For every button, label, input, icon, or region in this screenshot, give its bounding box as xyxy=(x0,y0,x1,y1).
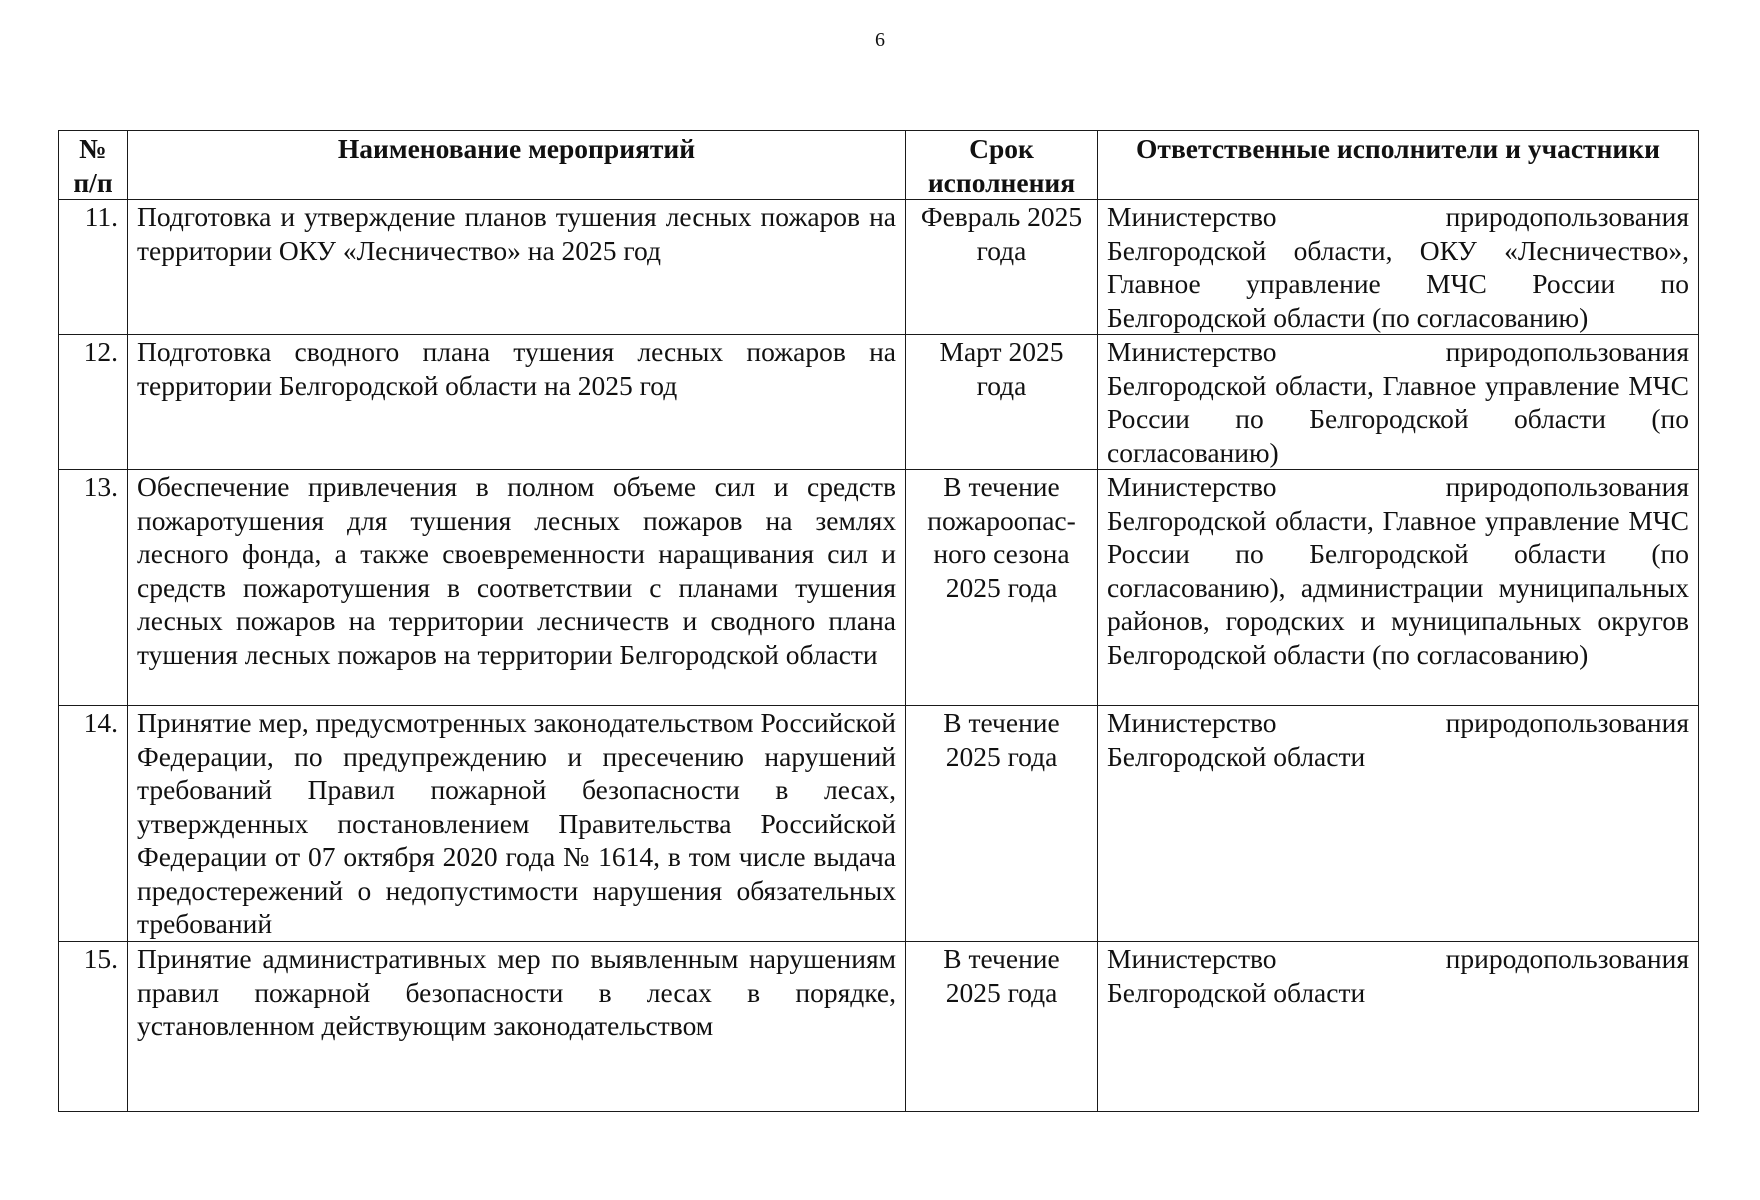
measure-name: Принятие мер, предусмотренных законодательством Российской Федерации, по предупреждению и пресечению нарушений требований Правил пожарной безопасности в лесах, утвержденных постановлением Правительства Российской Федерации от 07 октября 2020 года № 1614, в том числе выдача предостережений о недопустимости нарушения обязательных требований xyxy=(128,706,906,942)
row-number: 14. xyxy=(59,706,128,942)
deadline: Февраль 2025 года xyxy=(906,200,1098,335)
responsible: Министерство природопользования Белгородской области xyxy=(1098,706,1699,942)
deadline: В течение пожароопас-ного сезона 2025 года xyxy=(906,470,1098,706)
measures-table xyxy=(58,130,1699,1112)
measure-name: Подготовка сводного плана тушения лесных пожаров на территории Белгородской области на 2025 год xyxy=(128,335,906,470)
responsible: Министерство природопользования Белгородской области xyxy=(1098,942,1699,1112)
row-number: 12. xyxy=(59,335,128,470)
table-row xyxy=(59,942,1699,1112)
responsible: Министерство природопользования Белгородской области, Главное управление МЧС России по Белгородской области (по согласованию), администрации муниципальных районов, городских и муниципальных округов Белгородской области (по согласованию) xyxy=(1098,470,1699,706)
row-number: 15. xyxy=(59,942,128,1112)
row-number: 11. xyxy=(59,200,128,335)
responsible: Министерство природопользования Белгородской области, ОКУ «Лесничество», Главное управление МЧС России по Белгородской области (по согласованию) xyxy=(1098,200,1699,335)
page-number: 6 xyxy=(875,29,885,51)
measure-name: Обеспечение привлечения в полном объеме сил и средств пожаротушения для тушения лесных пожаров на землях лесного фонда, а также своевременности наращивания сил и средств пожаротушения в соответствии с планами тушения лесных пожаров на территории лесничеств и сводного плана тушения лесных пожаров на территории Белгородской области xyxy=(128,470,906,706)
measure-name: Подготовка и утверждение планов тушения лесных пожаров на территории ОКУ «Лесничество» на 2025 год xyxy=(128,200,906,335)
row-number: 13. xyxy=(59,470,128,706)
header-deadline: Срок исполнения xyxy=(906,131,1098,200)
header-responsible: Ответственные исполнители и участники xyxy=(1098,131,1699,200)
responsible: Министерство природопользования Белгородской области, Главное управление МЧС России по Белгородской области (по согласованию) xyxy=(1098,335,1699,470)
table-header-row xyxy=(59,131,1699,200)
table-row xyxy=(59,335,1699,470)
deadline: В течение 2025 года xyxy=(906,706,1098,942)
header-measure-name: Наименование мероприятий xyxy=(128,131,906,200)
table-row xyxy=(59,200,1699,335)
table-row xyxy=(59,470,1699,706)
deadline: В течение 2025 года xyxy=(906,942,1098,1112)
deadline: Март 2025 года xyxy=(906,335,1098,470)
header-number: № п/п xyxy=(59,131,128,200)
table-row xyxy=(59,706,1699,942)
measure-name: Принятие административных мер по выявленным нарушениям правил пожарной безопасности в лесах в порядке, установленном действующим законодательством xyxy=(128,942,906,1112)
